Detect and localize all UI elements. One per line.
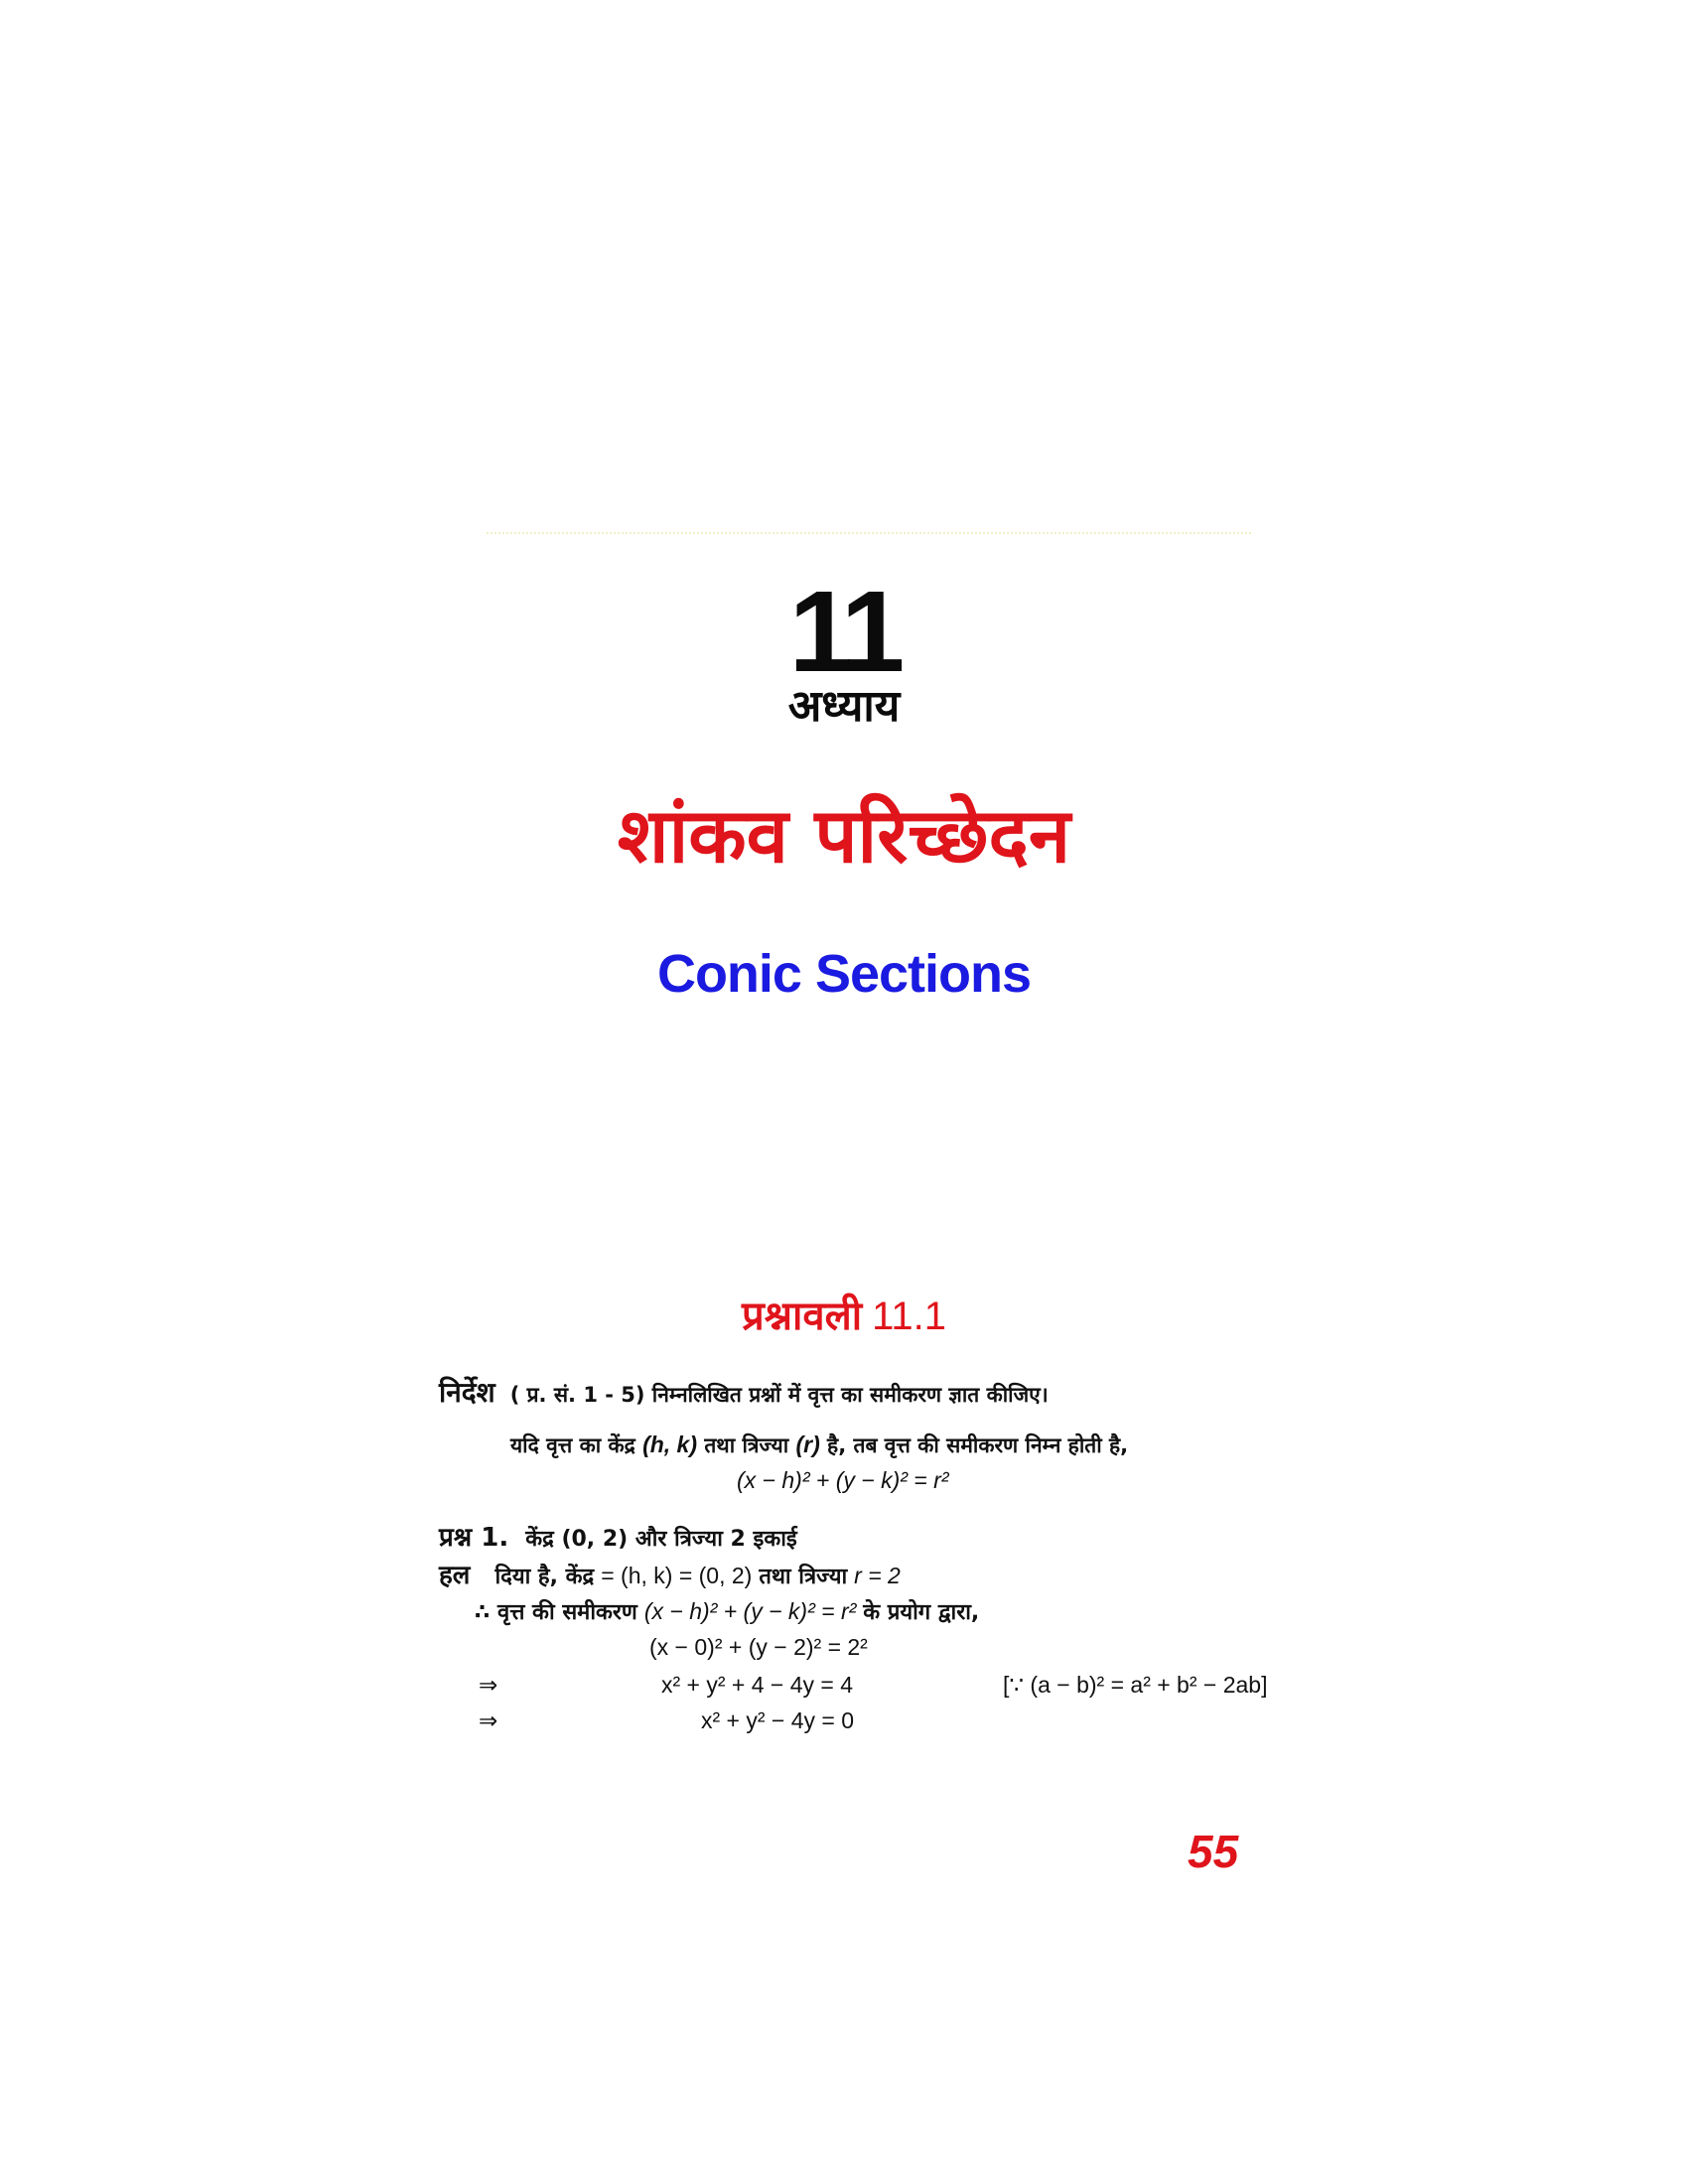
solution-line-2-a: ∴ वृत्त की समीकरण — [475, 1600, 637, 1625]
circle-formula: (x − h)² + (y − k)² = r² — [737, 1467, 949, 1493]
exercise-title — [0, 1287, 1688, 1341]
question-1-label: प्रश्न 1. — [439, 1523, 509, 1553]
solution-step-2: x² + y² + 4 − 4y = 4 — [661, 1672, 854, 1698]
page-number: 55 — [1188, 1826, 1239, 1877]
solution-line-1 — [439, 1561, 901, 1591]
directions-text: ( प्र. सं. 1 - 5) निम्नलिखित प्रश्नों में वृत्त का समीकरण ज्ञात कीजिए। — [509, 1383, 1049, 1407]
directions-label: निर्देश — [439, 1376, 495, 1409]
chapter-word: अध्याय — [787, 681, 901, 732]
note-r: (r) — [795, 1432, 820, 1457]
note-part-1: यदि वृत्त का केंद्र — [510, 1433, 635, 1457]
note-hk: (h, k) — [642, 1432, 698, 1457]
solution-line-2 — [475, 1598, 979, 1626]
solution-step-1: (x − 0)² + (y − 2)² = 2² — [649, 1634, 868, 1660]
note-part-2: तथा त्रिज्या — [704, 1433, 789, 1457]
solution-line-2-formula: (x − h)² + (y − k)² = r² — [643, 1598, 857, 1624]
solution-line-2-b: के प्रयोग द्वारा, — [863, 1600, 980, 1625]
solution-step-2-note: [∵ (a − b)² = a² + b² − 2ab] — [1003, 1672, 1268, 1698]
exercise-title-number: 11.1 — [872, 1295, 946, 1338]
solution-radius-text: तथा त्रिज्या — [759, 1565, 848, 1589]
header-rule — [487, 532, 1251, 534]
chapter-number: 11 — [788, 567, 900, 696]
implies-arrow-1: ⇒ — [479, 1672, 498, 1698]
implies-arrow-2: ⇒ — [479, 1707, 498, 1733]
exercise-title-word: प्रश्नावली — [741, 1294, 863, 1339]
question-1-text: केंद्र (0, 2) और त्रिज्या 2 इकाई — [525, 1527, 797, 1552]
solution-given: दिया है, केंद्र — [494, 1565, 595, 1589]
solution-center: = (h, k) = (0, 2) — [601, 1563, 753, 1588]
directions-note — [510, 1432, 1128, 1459]
chapter-title-hindi: शांकव परिच्छेदन — [617, 791, 1071, 880]
solution-radius: r = 2 — [854, 1563, 901, 1588]
solution-step-3: x² + y² − 4y = 0 — [701, 1707, 855, 1733]
note-part-3: है, तब वृत्त की समीकरण निम्न होती है, — [827, 1433, 1129, 1457]
chapter-title-english: Conic Sections — [656, 944, 1032, 1004]
question-1 — [439, 1523, 797, 1554]
solution-label: हल — [439, 1561, 471, 1590]
directions — [439, 1376, 1049, 1410]
